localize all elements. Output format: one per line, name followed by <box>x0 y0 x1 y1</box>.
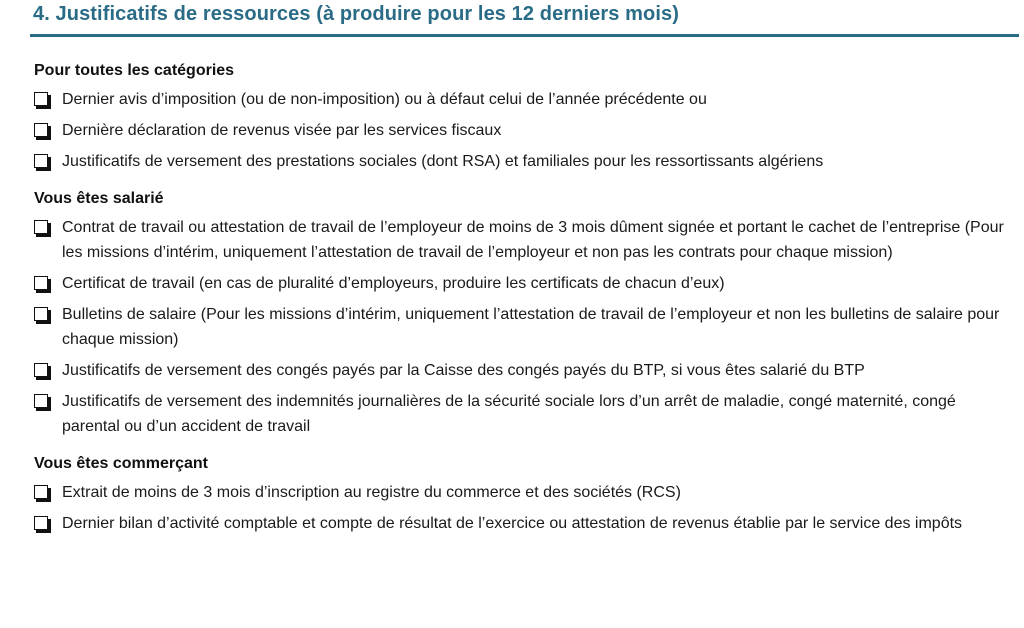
section-all-categories <box>34 60 1014 174</box>
checklist-item <box>34 511 1014 536</box>
checklist-item <box>34 87 1014 112</box>
checklist-item-label: Dernier bilan d’activité comptable et compte de résultat de l’exercice ou attestation de revenus établie par le service des impôts <box>62 515 963 532</box>
checklist-item <box>34 215 1014 265</box>
checkbox-icon[interactable] <box>34 154 48 168</box>
checklist-item-label: Bulletins de salaire (Pour les missions d’intérim, uniquement l’attestation de travail de l’employeur et non les bulletins de salaire pour chaque mission) <box>62 306 1000 348</box>
checklist-item-label: Justificatifs de versement des congés payés par la Caisse des congés payés du BTP, si vous êtes salarié du BTP <box>62 362 865 379</box>
checkbox-icon[interactable] <box>34 485 48 499</box>
checkbox-icon[interactable] <box>34 220 48 234</box>
checklist-item-label: Extrait de moins de 3 mois d’inscription au registre du commerce et des sociétés (RCS) <box>62 484 681 501</box>
checklist-item-label: Certificat de travail (en cas de pluralité d’employeurs, produire les certificats de chacun d’eux) <box>62 275 725 292</box>
section-header <box>30 0 1019 37</box>
checklist-item <box>34 271 1014 296</box>
section-title: Pour toutes les catégories <box>34 62 235 79</box>
checkbox-icon[interactable] <box>34 276 48 290</box>
page-title: 4. Justificatifs de ressources (à produire pour les 12 derniers mois) <box>33 3 680 25</box>
checklist-item <box>34 149 1014 174</box>
checkbox-icon[interactable] <box>34 307 48 321</box>
checklist-content <box>34 60 1014 550</box>
checklist-item <box>34 389 1014 439</box>
checklist-item <box>34 480 1014 505</box>
section-employee <box>34 188 1014 439</box>
checklist-item-label: Justificatifs de versement des indemnités journalières de la sécurité sociale lors d’un arrêt de maladie, congé maternité, congé parental ou d’un accident de travail <box>62 393 956 435</box>
checklist-item <box>34 358 1014 383</box>
checkbox-icon[interactable] <box>34 394 48 408</box>
checklist-item <box>34 302 1014 352</box>
checklist-item-label: Dernier avis d’imposition (ou de non-imposition) ou à défaut celui de l’année précédente ou <box>62 91 707 108</box>
checkbox-icon[interactable] <box>34 92 48 106</box>
checklist-item-label: Contrat de travail ou attestation de travail de l’employeur de moins de 3 mois dûment signée et portant le cachet de l’entreprise (Pour les missions d’intérim, uniquement l’attestation de travail de l’employeur et non pas les contrats pour chaque mission) <box>62 219 1004 261</box>
checkbox-icon[interactable] <box>34 516 48 530</box>
checkbox-icon[interactable] <box>34 363 48 377</box>
section-merchant <box>34 453 1014 536</box>
checklist-item-label: Dernière déclaration de revenus visée par les services fiscaux <box>62 122 502 139</box>
checkbox-icon[interactable] <box>34 123 48 137</box>
section-title: Vous êtes commerçant <box>34 455 208 472</box>
section-title: Vous êtes salarié <box>34 190 164 207</box>
checklist-item <box>34 118 1014 143</box>
checklist-item-label: Justificatifs de versement des prestations sociales (dont RSA) et familiales pour les ressortissants algériens <box>62 153 824 170</box>
